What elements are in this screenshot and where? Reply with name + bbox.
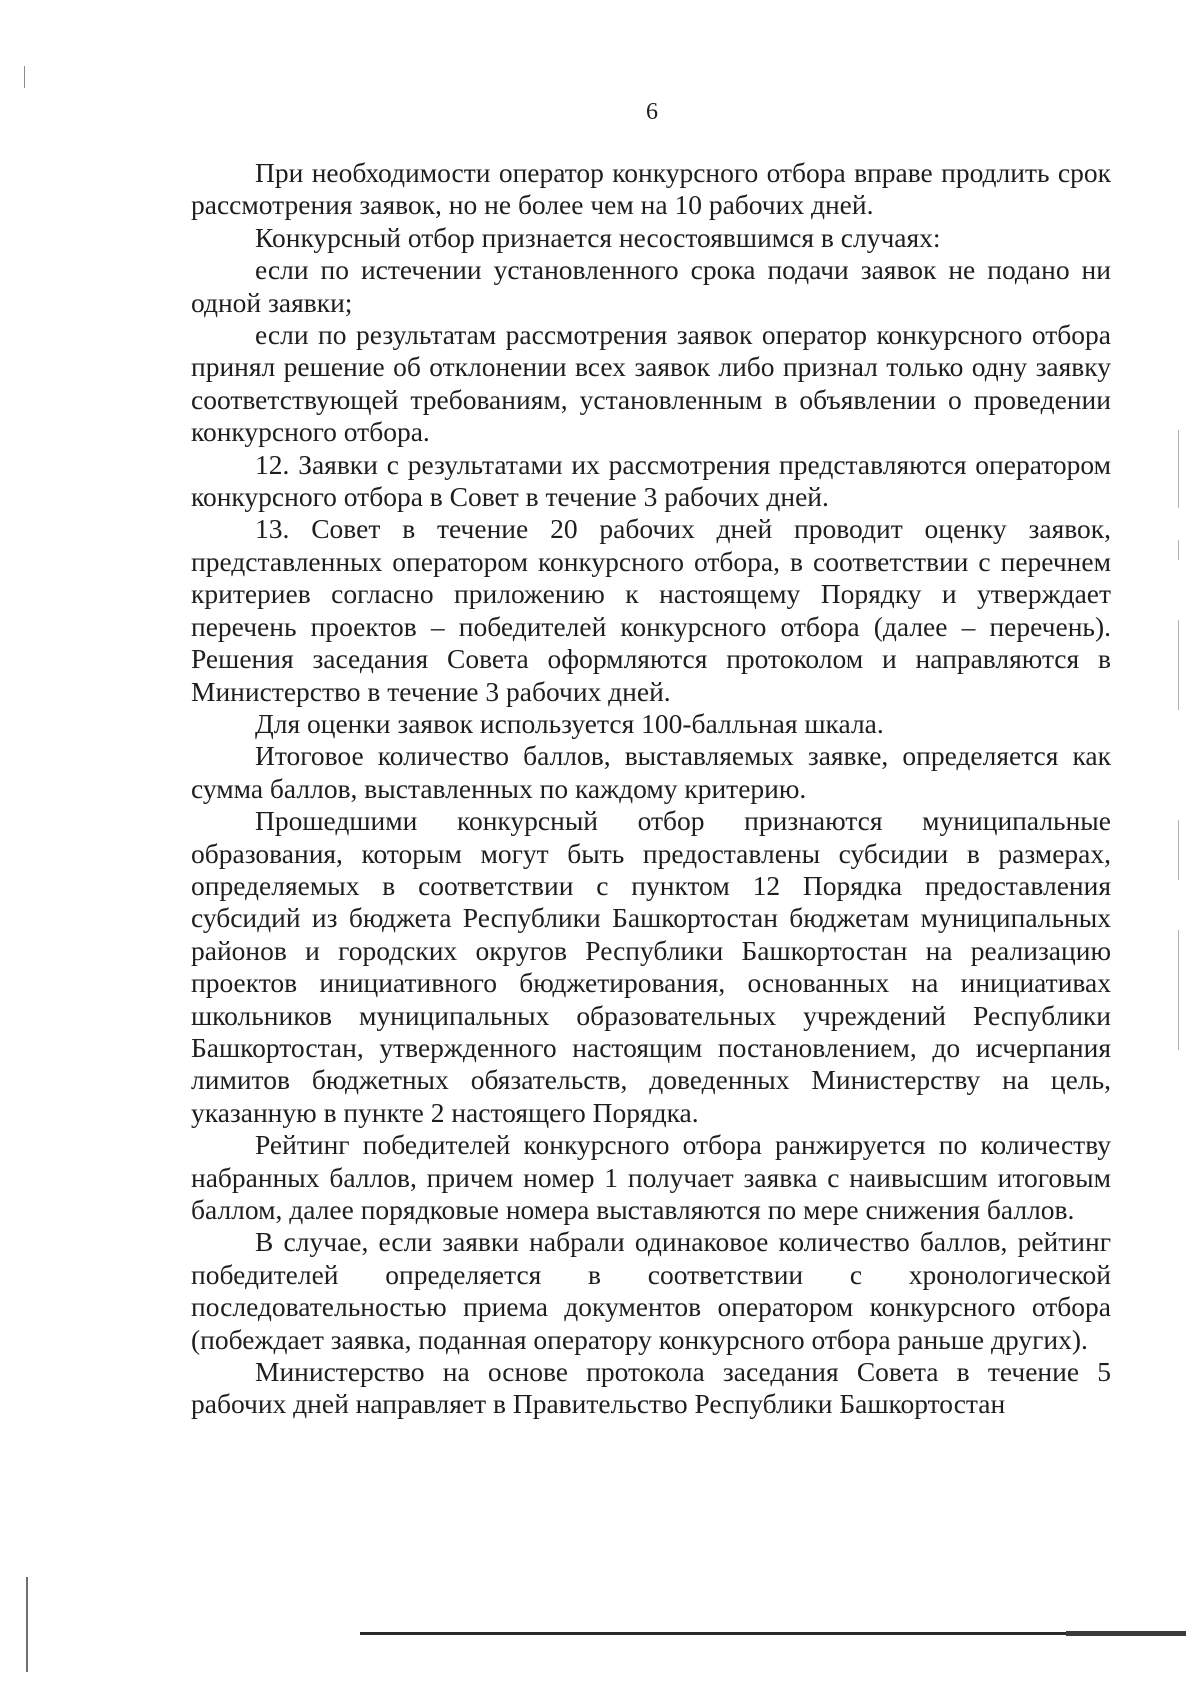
scan-artifact-mark — [26, 1577, 28, 1672]
paragraph: Итоговое количество баллов, выставляемых заявке, определяется как сумма баллов, выставленных по каждому критерию. — [191, 740, 1111, 804]
document-body — [191, 157, 1111, 1421]
paragraph: Конкурсный отбор признается несостоявшимся в случаях: — [255, 221, 941, 253]
page-number: 6 — [646, 99, 658, 125]
scan-artifact-mark — [1178, 620, 1179, 710]
scan-artifact-mark — [1178, 820, 1179, 880]
scan-artifact-mark — [1178, 540, 1179, 560]
footer-rule — [360, 1632, 1186, 1635]
paragraph: если по результатам рассмотрения заявок оператор конкурсного отбора принял решение об отклонении всех заявок либо признал только одну заявку соответствующей требованиям, установленным в объявлении о проведении конкурсного отбора. — [191, 319, 1111, 448]
paragraph: 12. Заявки с результатами их рассмотрения представляются оператором конкурсного отбора в Совет в течение 3 рабочих дней. — [191, 448, 1111, 513]
scan-artifact-mark — [1178, 930, 1179, 1050]
paragraph: Министерство на основе протокола заседания Совета в течение 5 рабочих дней направляет в Правительство Республики Башкортостан — [191, 1356, 1111, 1420]
paragraph: Прошедшими конкурсный отбор признаются муниципальные образования, которым могут быть предоставлены субсидии в размерах, определяемых в соответствии с пунктом 12 Порядка предоставления субсидий из бюджета Республики Башкортостан бюджетам муниципальных районов и городских округов Республики Башкортостан на реализацию проектов инициативного бюджетирования, основанных на инициативах школьников муниципальных образовательных учреждений Республики Башкортостан, утвержденного настоящим постановлением, до исчерпания лимитов бюджетных обязательств, доведенных Министерству на цель, указанную в пункте 2 настоящего Порядка. — [191, 805, 1111, 1128]
scan-artifact-mark — [1178, 430, 1179, 508]
paragraph: При необходимости оператор конкурсного отбора вправе продлить срок рассмотрения заявок, но не более чем на 10 рабочих дней. — [191, 157, 1111, 221]
paragraph: В случае, если заявки набрали одинаковое количество баллов, рейтинг победителей определяется в соответствии с хронологической последовательностью приема документов оператором конкурсного отбора (побеждает заявка, поданная оператору конкурсного отбора раньше других). — [191, 1226, 1111, 1355]
paragraph: Для оценки заявок используется 100-балльная шкала. — [255, 707, 884, 739]
paragraph: если по истечении установленного срока подачи заявок не подано ни одной заявки; — [191, 254, 1111, 318]
paragraph: Рейтинг победителей конкурсного отбора ранжируется по количеству набранных баллов, причем номер 1 получает заявка с наивысшим итоговым баллом, далее порядковые номера выставляются по мере снижения баллов. — [191, 1129, 1111, 1225]
paragraph: 13. Совет в течение 20 рабочих дней проводит оценку заявок, представленных оператором конкурсного отбора, в соответствии с перечнем критериев согласно приложению к настоящему Порядку и утверждает перечень проектов – победителей конкурсного отбора (далее – перечень). Решения заседания Совета оформляются протоколом и направляются в Министерство в течение 3 рабочих дней. — [191, 513, 1111, 707]
scan-artifact-mark — [24, 66, 25, 88]
